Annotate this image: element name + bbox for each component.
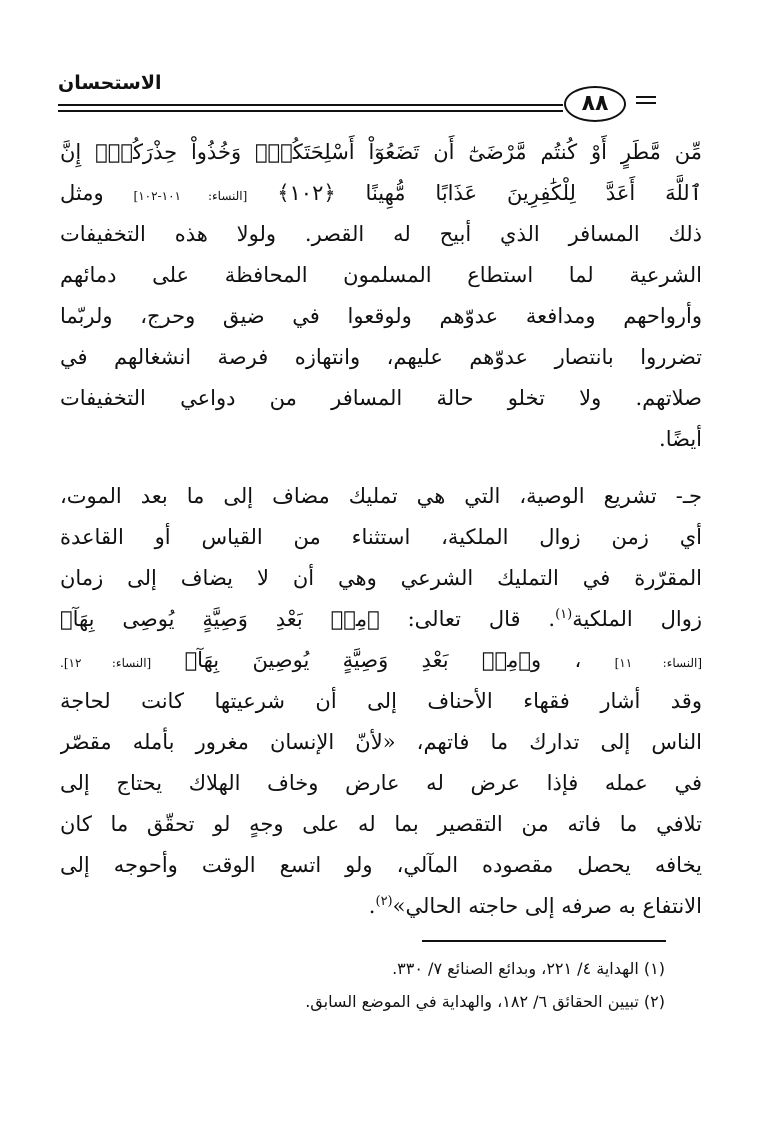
footnotes	[60, 952, 665, 1018]
text-line: الناس إلى تدارك ما فاتهم، «لأنّ الإنسان مغرور بأمله مقصّر	[60, 730, 702, 754]
main-text	[60, 132, 702, 927]
verse-reference: [النساء: ١٢].	[60, 656, 152, 670]
text-line: مِّن مَّطَرٍ أَوْ كُنتُم مَّرْضَىٰٓ أَن تَضَعُوٓاْ أَسْلِحَتَكُمْۖ وَخُذُواْ حِذْرَكُمْۗ إِنَّ	[60, 140, 702, 164]
text-line: وأرواحهم ومدافعة عدوّهم ولوقعوا في ضيق وحرج، ولربّما	[60, 304, 702, 328]
quran-verse: ٱللَّهَ أَعَدَّ لِلْكَٰفِرِينَ عَذَابًا مُّهِينًا ﴿١٠٢﴾	[277, 181, 702, 205]
quran-quote: . قال تعالى: ﴿مِنۢ بَعْدِ وَصِيَّةٍ يُوصِى بِهَآ﴾	[60, 607, 556, 631]
text-line	[60, 173, 702, 214]
text-line	[60, 599, 702, 640]
text-fragment: الانتفاع به صرفه إلى حاجته الحالي»	[392, 894, 702, 918]
verse-reference: [النساء: ١١]	[614, 656, 702, 670]
text-line: أي زمن زوال الملكية، استثناء من القياس أو القاعدة	[60, 525, 702, 549]
text-line: الشرعية لما استطاع المسلمون المحافظة على دمائهم	[60, 263, 702, 287]
footnote: (٢) تبيين الحقائق ٦/ ١٨٢، والهداية في الموضع السابق.	[305, 992, 665, 1011]
text-fragment: .	[368, 894, 376, 918]
chapter-title: الاستحسان	[58, 72, 162, 94]
text-line	[60, 640, 702, 681]
header-rule	[58, 110, 563, 112]
footnote-marker: (١)	[555, 607, 573, 622]
text-line: تلافي ما فاته من التقصير بما له على وجهٍ لو تحقّق ما كان	[60, 812, 702, 836]
text-line	[60, 886, 702, 927]
header-rule	[58, 104, 563, 106]
paragraph-2	[60, 476, 702, 927]
quran-quote: ، و﴿مِنۢ بَعْدِ وَصِيَّةٍ يُوصِينَ بِهَآ﴾	[184, 648, 582, 672]
page-header	[0, 60, 762, 120]
footnote-marker: (٢)	[375, 894, 393, 909]
page-number: ٨٨	[564, 86, 626, 122]
text-line: جـ- تشريع الوصية، التي هي تمليك مضاف إلى ما بعد الموت،	[60, 484, 702, 508]
footnote: (١) الهداية ٤/ ٢٢١، وبدائع الصنائع ٧/ ٣٣٠.	[392, 959, 665, 978]
text-line: يخافه يحصل مقصوده المآلي، ولو اتسع الوقت وأحوجه إلى	[60, 853, 702, 877]
text-line: تضرروا بانتصار عدوّهم عليهم، وانتهازه فرصة انشغالهم في	[60, 345, 702, 369]
text-line: ذلك المسافر الذي أبيح له القصر. ولولا هذه التخفيفات	[60, 222, 702, 246]
header-dash	[636, 102, 656, 104]
paragraph-1	[60, 132, 702, 460]
text-fragment: زوال الملكية	[572, 607, 702, 631]
text-line: صلاتهم. ولا تخلو حالة المسافر من دواعي التخفيفات	[60, 386, 702, 410]
paragraph-gap	[60, 460, 702, 476]
verse-reference: [النساء: ١٠١-١٠٢]	[133, 189, 248, 203]
footnote-divider	[422, 940, 666, 942]
text-line: المقرّرة في التمليك الشرعي وهي أن لا يضاف إلى زمان	[60, 566, 702, 590]
text-fragment: ومثل	[60, 181, 104, 205]
text-line: وقد أشار فقهاء الأحناف إلى أن شرعيتها كانت لحاجة	[60, 689, 702, 713]
text-line: في عمله فإذا عرض له عارض وخاف الهلاك يحتاج إلى	[60, 771, 702, 795]
text-line: أيضًا.	[659, 427, 702, 451]
header-dash	[636, 96, 656, 98]
